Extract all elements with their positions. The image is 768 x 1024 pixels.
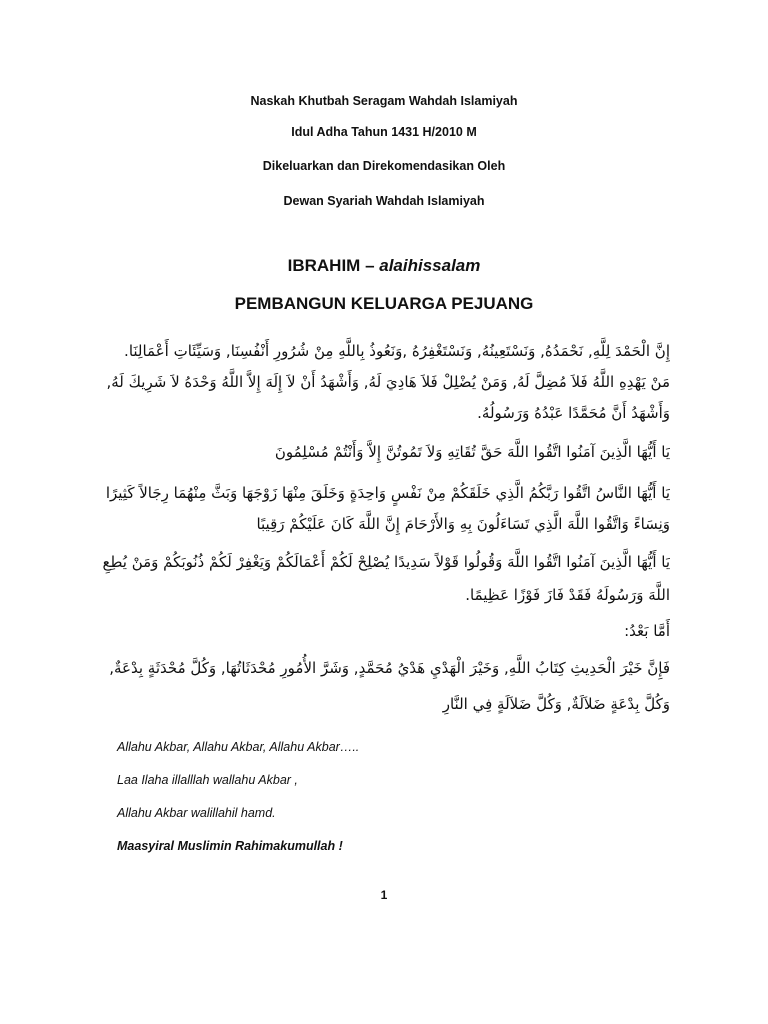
arabic-line-11: وَكُلَّ بِدْعَةٍ ضَلاَلَةٌ, وَكُلَّ ضَلاَلَةٍ فِي النَّارِ [442,695,670,713]
header-line-3: Dikeluarkan dan Direkomendasikan Oleh [262,159,506,173]
header-line-4: Dewan Syariah Wahdah Islamiyah [283,194,485,208]
arabic-line-7: يَا أَيُّهَا الَّذِينَ آمَنُوا اتَّقُوا اللَّهَ وَقُولُوا قَوْلاً سَدِيدًا يُصْلِحْ لَكُمْ أَعْمَالَكُمْ وَيَغْفِرْ لَكُمْ ذُنُوبَكُمْ وَمَنْ يُطِعِ [102,553,670,571]
header-line-2: Idul Adha Tahun 1431 H/2010 M [291,125,477,139]
latin-line-1: Allahu Akbar, Allahu Akbar, Allahu Akbar….. [117,740,360,754]
arabic-line-8: اللَّهَ وَرَسُولَهُ فَقَدْ فَازَ فَوْزًا عَظِيمًا. [465,586,670,604]
arabic-line-6: وَنِسَاءً وَاتَّقُوا اللَّهَ الَّذِي تَسَاءَلُونَ بِهِ وَالأَرْحَامَ إِنَّ اللَّهَ كَانَ عَلَيْكُمْ رَقِيبًا [256,515,670,533]
latin-line-2: Laa Ilaha illalllah wallahu Akbar , [117,773,298,787]
document-title [0,256,768,276]
latin-line-4: Maasyiral Muslimin Rahimakumullah ! [117,839,343,853]
arabic-line-5: يَا أَيُّهَا النَّاسُ اتَّقُوا رَبَّكُمُ الَّذِي خَلَقَكُمْ مِنْ نَفْسٍ وَاحِدَةٍ وَخَلَقَ مِنْهَا زَوْجَهَا وَبَثَّ مِنْهُمَا رِجَالاً كَثِيرًا [105,484,670,502]
title-main: IBRAHIM – [287,256,380,275]
arabic-line-2: مَنْ يَهْدِهِ اللَّهُ فَلاَ مُضِلَّ لَهُ, وَمَنْ يُضْلِلْ فَلاَ هَادِيَ لَهُ, وَأَشْهَدُ أَنْ لاَ إِلَهَ إِلاَّ اللَّهُ وَحْدَهُ لاَ شَرِيكَ لَهُ, [106,373,670,391]
document-subtitle: PEMBANGUN KELUARGA PEJUANG [234,294,534,313]
latin-line-3: Allahu Akbar walillahil hamd. [117,806,276,820]
arabic-line-10: فَإِنَّ خَيْرَ الْحَدِيثِ كِتَابُ اللَّهِ, وَخَيْرَ الْهَدْيِ هَدْيُ مُحَمَّدٍ, وَشَرَّ الأُمُورِ مُحْدَثَاتُهَا, وَكُلَّ مُحْدَثَةٍ بِدْعَةٌ, [109,659,670,677]
title-sub: alaihissalam [379,256,481,275]
arabic-line-3: وَأَشْهَدُ أَنَّ مُحَمَّدًا عَبْدُهُ وَرَسُولُهُ. [477,404,670,422]
header-line-1: Naskah Khutbah Seragam Wahdah Islamiyah [250,94,518,108]
arabic-line-4: يَا أَيُّهَا الَّذِينَ آمَنُوا اتَّقُوا اللَّهَ حَقَّ تُقَاتِهِ وَلاَ تَمُوتُنَّ إِلاَّ وَأَنْتُمْ مُسْلِمُونَ [274,443,670,461]
arabic-line-1: إِنَّ الْحَمْدَ لِلَّهِ, نَحْمَدُهُ, وَنَسْتَعِينُهُ, وَنَسْتَغْفِرُهُ ,وَنَعُوذُ بِاللَّهِ مِنْ شُرُورِ أَنْفُسِنَا, وَسَيِّئَاتِ أَعْمَالِنَا. [124,342,670,360]
arabic-line-9: أَمَّا بَعْدُ: [624,622,670,640]
page-number: 1 [380,888,388,902]
